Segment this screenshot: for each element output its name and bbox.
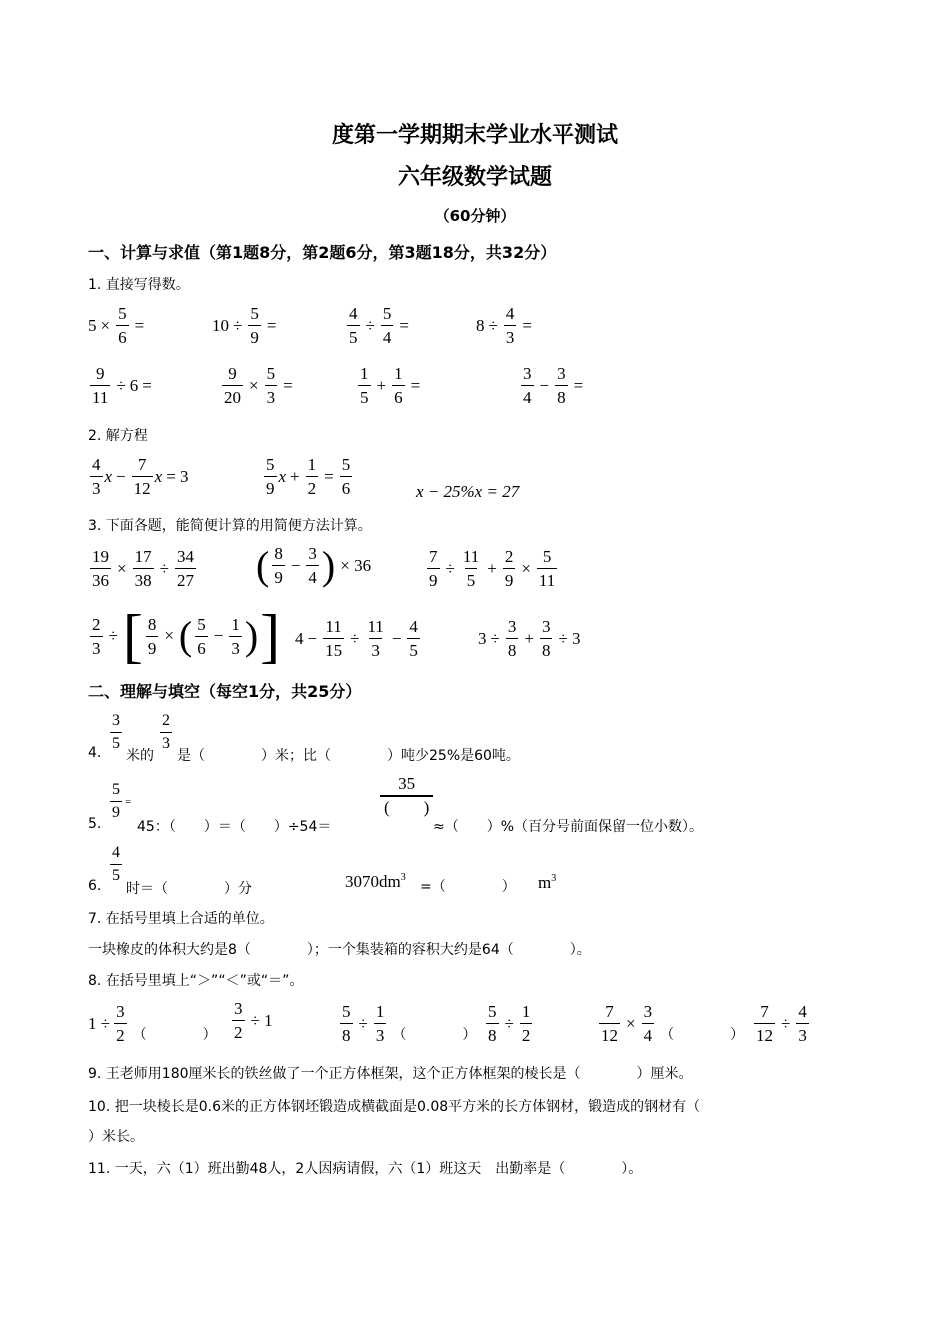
q4-fraction-2: 2 3 [162, 712, 170, 752]
q1-item-4: 8 ÷ $\frac{4}{3}$ = [476, 304, 532, 347]
q8-compare-1-right: $\frac{3}{2}$ ÷ 1 [234, 999, 273, 1042]
q7-line: 一块橡皮的体积大约是8（ ）；一个集装箱的容积大约是64（ ）。 [88, 942, 591, 958]
q4-number: 4. [88, 745, 102, 761]
q5-text-1: 45：（ ）＝（ ）÷54＝ [137, 819, 332, 835]
q3-expression-6: 3 ÷ $\frac{3}{8}$ + $\frac{3}{8}$ ÷ 3 [478, 617, 581, 660]
q4-text-2: 是（ ）米；比（ ）吨少25%是60吨。 [177, 748, 520, 764]
q1-item-2: 10 ÷ $\frac{5}{9}$ = [212, 304, 277, 347]
q1-item-1: 5 × $\frac{5}{6}$ = [88, 304, 145, 347]
q1-item-5: $\frac{9}{11}$ ÷ 6 = [92, 364, 152, 407]
q3-expression-2: ( 8 9 − $\frac{3}{4}$ ) × 36 [256, 542, 372, 588]
q1-item-6: $\frac{9}{20}$ × $\frac{5}{3}$ = [224, 364, 293, 407]
q5-blank-fraction: 35 ( ) [378, 775, 435, 816]
q1-item-3: $\frac{4}{5}$ ÷ $\frac{5}{4}$ = [349, 304, 409, 347]
q6-volume: 3070dm $^3$ [345, 872, 406, 891]
q8-compare-1-left: 1 ÷ $\frac{3}{2}$ （ ） [88, 1002, 217, 1045]
q6-text-1: 时＝（ ）分 [126, 881, 252, 897]
q5-number: 5. [88, 816, 102, 832]
q10-text-line1: 10. 把一块棱长是0.6米的正方体钢坯锻造成横截面是0.08平方米的长方体钢材，锻造成的钢材有（ [88, 1099, 701, 1115]
q5-text-2: ≈（ ）%（百分号前面保留一位小数）。 [433, 819, 704, 835]
q1-item-8: 3 4 − $\frac{3}{8}$ = [523, 364, 584, 407]
q8-compare-2-right: $\frac{5}{8}$ ÷ $\frac{1}{2}$ [488, 1002, 531, 1045]
q6-text-2: =（ ） [420, 879, 516, 895]
q1-item-7: 1 5 + $\frac{1}{6}$ = [360, 364, 421, 407]
exam-subtitle: 六年级数学试题 [397, 165, 552, 190]
q3-label: 3. 下面各题，能简便计算的用简便方法计算。 [88, 518, 372, 534]
q3-expression-5: 4 − $\frac{11}{15}$ ÷ $\frac{11}{3}$ − $\frac{4}{5}$ [295, 617, 418, 660]
q5-fraction: $\frac{5}{9}$ = [112, 781, 132, 821]
q3-expression-4: $\frac{2}{3}$ ÷ [ $\frac{8}{9}$ × ( 5 6 − $\frac{1}{3}$ ) ] [92, 603, 281, 669]
q2-label: 2. 解方程 [88, 428, 148, 444]
exam-duration: （60分钟） [434, 207, 516, 225]
q4-text-1: 米的 [126, 748, 154, 764]
q4-fraction-1: 3 5 [112, 712, 120, 752]
part1-heading: 一、计算与求值（第1题8分，第2题6分，第3题18分，共32分） [88, 243, 557, 262]
q9-text: 9. 王老师用180厘米长的铁丝做了一个正方体框架，这个正方体框架的棱长是（ ）厘米。 [88, 1066, 693, 1082]
q8-label: 8. 在括号里填上“＞”“＜”或“＝”。 [88, 973, 304, 989]
q11-text: 11. 一天，六（1）班出勤48人，2人因病请假，六（1）班这天 出勤率是（ ）。 [88, 1161, 643, 1177]
q8-compare-3-right: $\frac{7}{12}$ ÷ $\frac{4}{3}$ [756, 1002, 807, 1045]
q8-compare-3-left: $\frac{7}{12}$ × $\frac{3}{4}$ （ ） [601, 1002, 745, 1045]
q1-label: 1. 直接写得数。 [88, 277, 190, 293]
q2-equation-2: 5 9 x + $\frac{1}{2}$ = $\frac{5}{6}$ [266, 455, 351, 498]
q3-expression-3: $\frac{7}{9}$ ÷ $\frac{11}{5}$ + $\frac{2}{9}$ × $\frac{5}{11}$ [429, 547, 556, 590]
q6-unit: m $^3$ [538, 873, 557, 892]
exam-title: 度第一学期期末学业水平测试 [331, 123, 618, 148]
q10-text-line2: ）米长。 [88, 1129, 144, 1145]
q7-label: 7. 在括号里填上合适的单位。 [88, 911, 274, 927]
q3-expression-1: $\frac{19}{36}$ × $\frac{17}{38}$ ÷ $\frac{34}{27}$ [92, 547, 194, 590]
part2-heading: 二、理解与填空（每空1分，共25分） [88, 682, 362, 701]
q6-fraction: 4 5 [112, 844, 120, 884]
q8-compare-2-left: $\frac{5}{8}$ ÷ $\frac{1}{3}$ （ ） [342, 1002, 477, 1045]
q2-equation-1: 4 3 x − $\frac{7}{12}$ x = 3 [92, 455, 189, 498]
q2-equation-3: x − 25%x = 27 [416, 482, 520, 501]
q6-number: 6. [88, 878, 102, 894]
